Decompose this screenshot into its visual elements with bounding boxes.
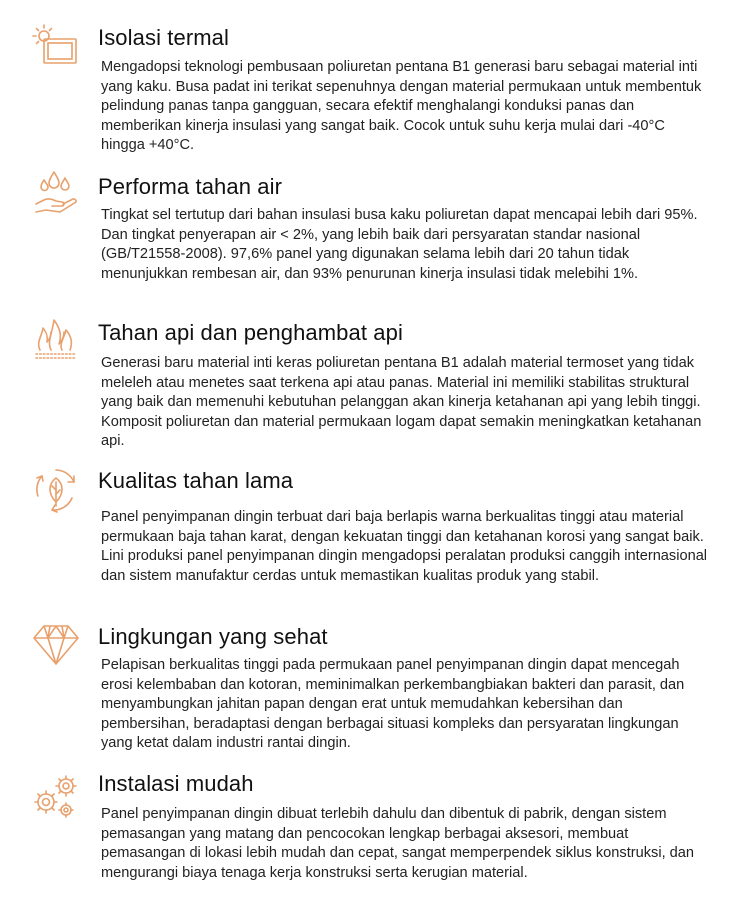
sun-frame-icon [30, 22, 82, 74]
feature-description: Mengadopsi teknologi pembusaan poliuretan pentana B1 generasi baru sebagai material inti yang kaku. Busa padat ini terikat sepenuhnya dengan material permukaan untuk membentuk pelindung panas tanpa gangguan, secara efektif menghalangi konduksi panas dan memberikan kinerja insulasi yang sangat baik. Cocok untuk suhu kerja mulai dari -40°C hingga +40°C. [101, 59, 702, 153]
feature-description: Panel penyimpanan dingin dibuat terlebih dahulu dan dibentuk di pabrik, dengan sistem pemasangan yang matang dan pencocokan lengkap berbagai aksesori, membuat pemasangan di lokasi lebih mudah dan cepat, sangat memperpendek siklus konstruksi, dan mengurangi biaya tenaga kerja konstruksi serta kerugian material. [101, 806, 695, 881]
feature-title: Tahan api dan penghambat api [98, 320, 403, 345]
feature-title: Isolasi termal [98, 25, 229, 50]
gears-icon [30, 772, 82, 824]
water-drops-hand-icon [30, 168, 82, 220]
diamond-icon [30, 618, 82, 670]
feature-description: Pelapisan berkualitas tinggi pada permukaan panel penyimpanan dingin dapat mencegah erosi kelembaban dan kotoran, meminimalkan perkembangbiakan bakteri dan parasit, dan menyambungkan jahitan papan dengan erat untuk memudahkan kebersihan dan pembersihan, beradaptasi dengan berbagai situasi kompleks dan persyaratan lingkungan yang ketat dalam industri rantai dingin. [101, 657, 685, 751]
feature-title: Instalasi mudah [98, 771, 254, 796]
feature-description: Generasi baru material inti keras poliuretan pentana B1 adalah material termoset yang tidak meleleh atau menetes saat terkena api atau panas. Material ini memiliki stabilitas struktural yang baik dan memenuhi kebutuhan pelanggan akan kinerja ketahanan api yang lebih tinggi. Komposit poliuretan dan material permukaan logam dapat semakin meningkatkan ketahanan api. [101, 355, 702, 449]
feature-description: Tingkat sel tertutup dari bahan insulasi busa kaku poliuretan dapat mencapai lebih dari 95%. Dan tingkat penyerapan air < 2%, yang lebih baik dari persyaratan standar nasional (GB/T21558-2008). 97,6% panel yang digunakan selama lebih dari 20 tahun tidak menunjukkan rembesan air, dan 93% penurunan kinerja insulasi tidak melebihi 1%. [101, 207, 698, 282]
feature-title: Kualitas tahan lama [98, 468, 294, 493]
leaf-cycle-icon [30, 464, 82, 516]
feature-description: Panel penyimpanan dingin terbuat dari baja berlapis warna berkualitas tinggi atau material permukaan baja tahan karat, dengan kekuatan tinggi dan ketahanan korosi yang sangat baik. Lini produksi panel penyimpanan dingin mengadopsi peralatan produksi canggih internasional dan sistem manufaktur cerdas untuk memastikan kualitas produk yang stabil. [101, 509, 708, 584]
feature-title: Lingkungan yang sehat [98, 624, 328, 649]
flame-icon [30, 312, 82, 364]
feature-title: Performa tahan air [98, 174, 282, 199]
